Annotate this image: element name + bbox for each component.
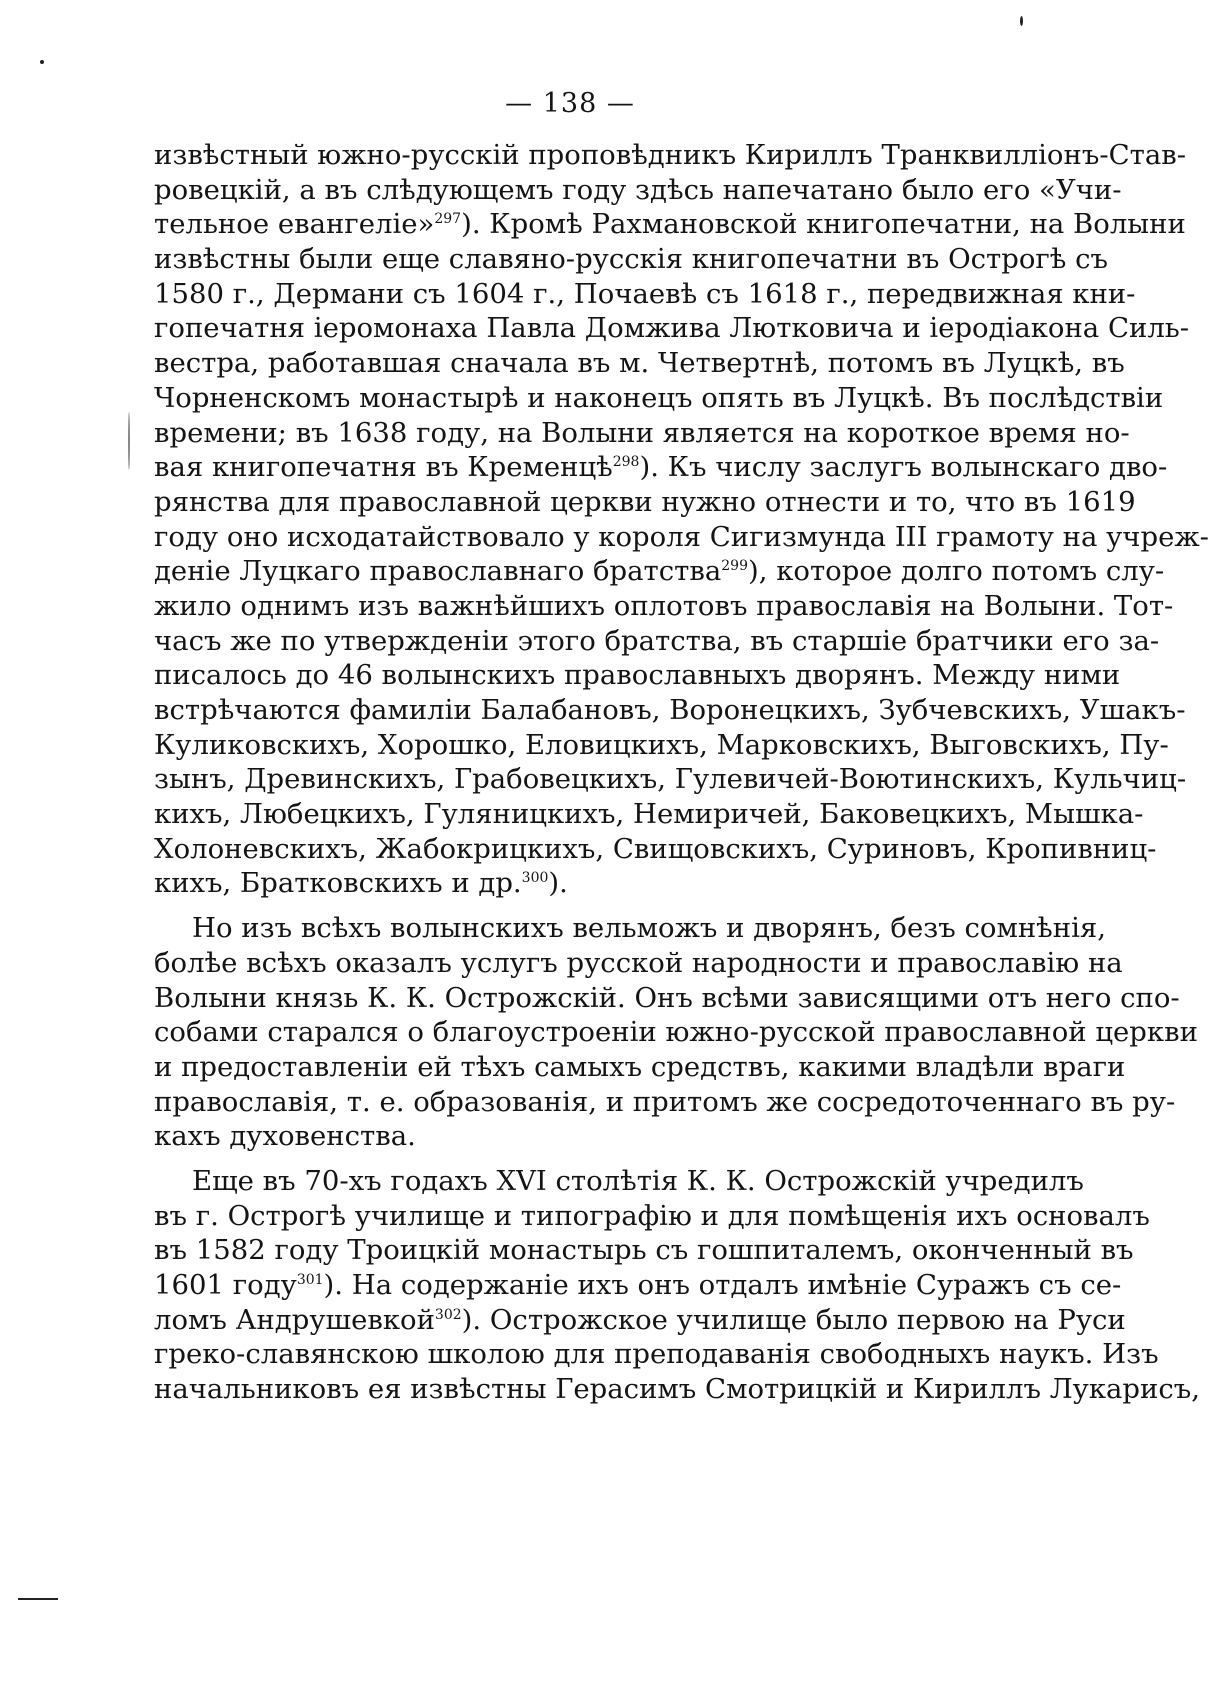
scan-speck — [40, 60, 44, 64]
text-line: Волыни князь К. К. Острожскій. Онъ всѣми зависящими отъ него спо- — [154, 981, 1180, 1014]
scan-speck — [128, 412, 130, 470]
text-line: писалось до 46 волынскихъ православныхъ дворянъ. Между ними — [154, 659, 1121, 692]
text-line: часъ же по утвержденіи этого братства, въ старшіе братчики его за- — [154, 624, 1160, 657]
text-line: собами старался о благоустроеніи южно-русской православной церкви — [154, 1016, 1198, 1049]
text-line: Куликовскихъ, Хорошко, Еловицкихъ, Марковскихъ, Выговскихъ, Пу- — [154, 728, 1169, 761]
text-line: 1601 году$^{301}$). На содержаніе ихъ онъ отдалъ имѣніе Суражъ съ се- — [154, 1269, 1122, 1301]
text-line: тельное евангеліе»$^{297}$). Кромѣ Рахмановской книгопечатни, на Волыни — [154, 208, 1186, 241]
text-line: извѣстный южно-русскій проповѣдникъ Кириллъ Транквилліонъ-Став- — [154, 139, 1187, 171]
text-line: рянства для православной церкви нужно отнести и то, что въ 1619 — [154, 485, 1136, 518]
text-line: вая книгопечатня въ Кременцѣ$^{298}$). Къ числу заслугъ волынскаго дво- — [154, 451, 1168, 484]
text-line: начальниковъ ея извѣстны Герасимъ Смотрицкій и Кириллъ Лукарисъ, — [154, 1373, 1200, 1406]
text-line: Еще въ 70-хъ годахъ XVI столѣтія К. К. Острожскій учредилъ — [192, 1164, 1084, 1197]
text-line: и предоставленіи ей тѣхъ самыхъ средствъ, какими владѣли враги — [154, 1050, 1126, 1083]
text-line: извѣстны были еще славяно-русскія книгопечатни въ Острогѣ съ — [154, 243, 1109, 276]
scan-speck — [1020, 16, 1023, 26]
text-line: вестра, работавшая сначала въ м. Четвертнѣ, потомъ въ Луцкѣ, въ — [154, 347, 1125, 380]
text-line: болѣе всѣхъ оказалъ услугъ русской народности и православію на — [154, 946, 1123, 979]
text-line: ломъ Андрушевкой$^{302}$). Острожское училище было первою на Руси — [154, 1303, 1126, 1336]
footnote-ref: 298 — [612, 454, 640, 471]
page-number: — 138 — — [505, 88, 635, 119]
text-line: кихъ, Братковскихъ и др.$^{300}$). — [154, 867, 568, 900]
text-line: въ 1582 году Троицкій монастырь съ гошпиталемъ, оконченный въ — [154, 1234, 1134, 1267]
scan-speck — [18, 1598, 58, 1600]
footnote-ref: 300 — [521, 870, 549, 887]
text-line: встрѣчаются фамиліи Балабановъ, Воронецкихъ, Зубчевскихъ, Ушакъ- — [154, 694, 1186, 726]
text-line: кахъ духовенства. — [154, 1120, 416, 1153]
text-line: зынъ, Древинскихъ, Грабовецкихъ, Гулевичей-Воютинскихъ, Кульчиц- — [154, 763, 1187, 796]
text-line: году оно исходатайствовало у короля Сигизмунда III грамоту на учреж- — [154, 520, 1209, 553]
text-line: греко-славянскою школою для преподаванія свободныхъ наукъ. Изъ — [154, 1338, 1159, 1371]
text-line: гопечатня іеромонаха Павла Домжива Лютковича и іеродіакона Силь- — [154, 312, 1190, 345]
text-line: православія, т. е. образованія, и притомъ же сосредоточеннаго въ ру- — [154, 1085, 1176, 1118]
text-line: жило однимъ изъ важнѣйшихъ оплотовъ православія на Волыни. Тот- — [154, 589, 1174, 622]
text-line: ровецкій, а въ слѣдующемъ году здѣсь напечатано было его «Учи- — [154, 173, 1122, 206]
text-line: въ г. Острогѣ училище и типографію и для помѣщенія ихъ основалъ — [154, 1199, 1150, 1232]
text-line: Но изъ всѣхъ волынскихъ вельможъ и дворянъ, безъ сомнѣнія, — [192, 912, 1106, 945]
footnote-ref: 297 — [434, 211, 462, 228]
text-line: 1580 г., Дермани съ 1604 г., Почаевѣ съ 1618 г., передвижная кни- — [154, 277, 1136, 310]
body-text — [154, 138, 1209, 1407]
text-line: Холоневскихъ, Жабокрицкихъ, Свищовскихъ, Суриновъ, Кропивниц- — [154, 832, 1157, 865]
footnote-ref: 302 — [434, 1306, 462, 1323]
footnote-ref: 301 — [296, 1271, 324, 1288]
text-line: Чорненскомъ монастырѣ и наконецъ опять въ Луцкѣ. Въ послѣдствіи — [154, 381, 1164, 414]
footnote-ref: 299 — [721, 558, 748, 575]
text-line: кихъ, Любецкихъ, Гуляницкихъ, Немиричей, Баковецкихъ, Мышка- — [154, 798, 1144, 831]
text-line: деніе Луцкаго православнаго братства$^{299}$), которое долго потомъ слу- — [154, 555, 1165, 588]
text-line: времени; въ 1638 году, на Волыни является на короткое время но- — [154, 416, 1130, 449]
